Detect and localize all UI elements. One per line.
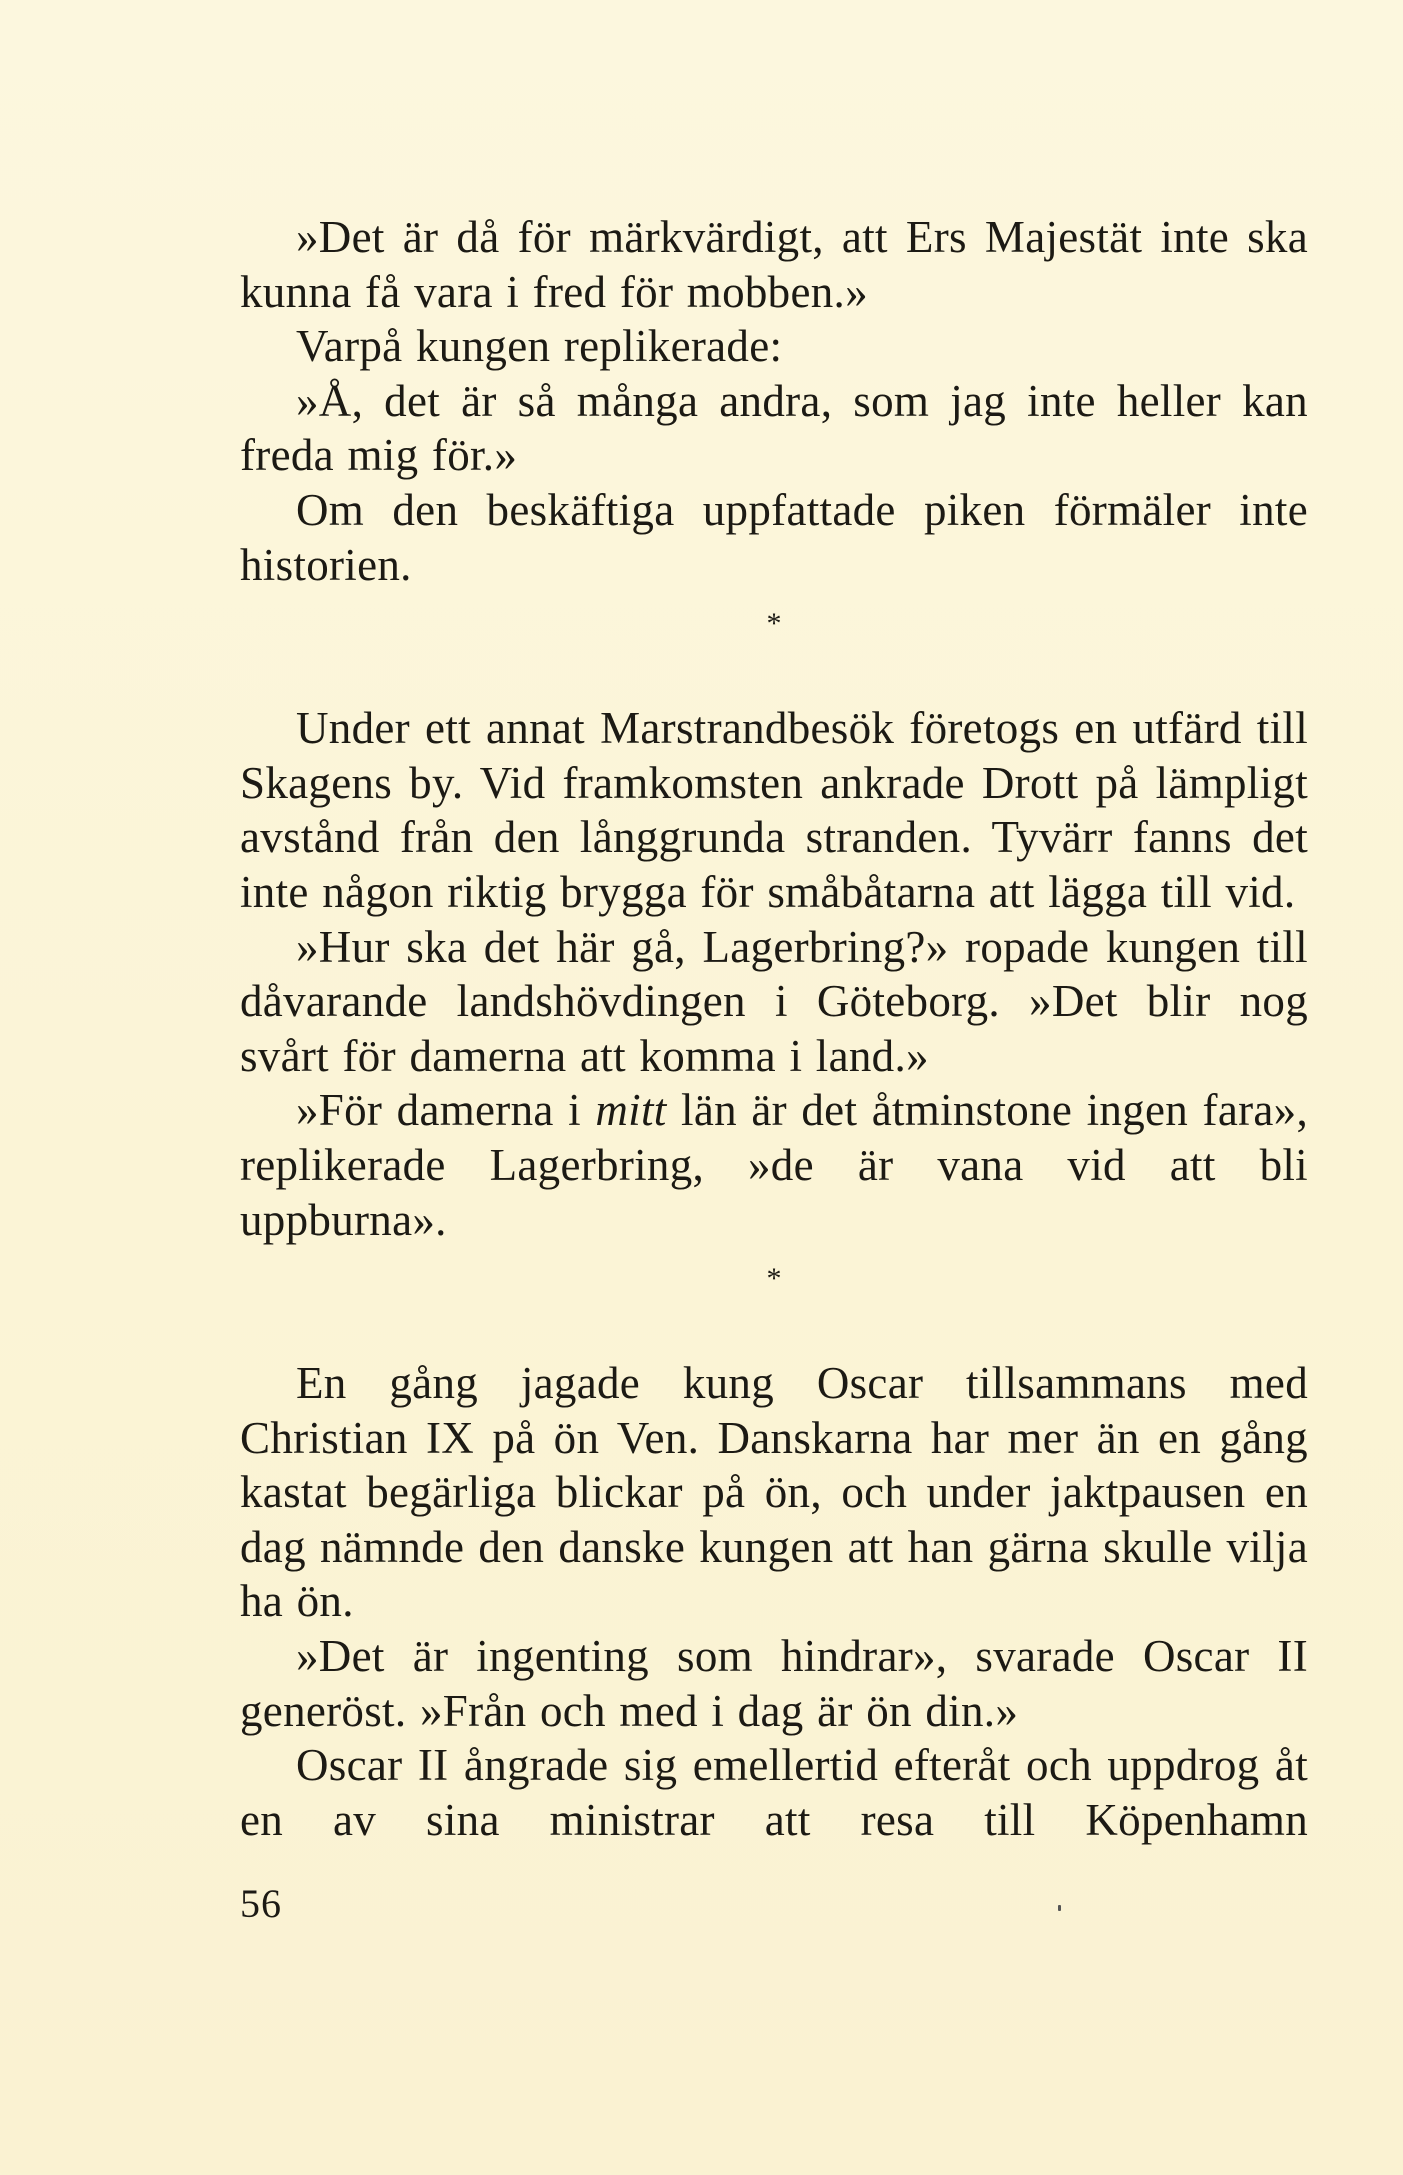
- paragraph-text: län är det åtminstone ingen fara», replikerade Lagerbring, »de är vana vid att bli uppburna».: [240, 1085, 1308, 1245]
- paragraph: »Det är ingenting som hindrar», svarade Oscar II generöst. »Från och med i dag är ön din.»: [240, 1631, 1308, 1736]
- italic-word: mitt: [595, 1085, 667, 1136]
- paragraph: »Det är då för märkvärdigt, att Ers Majestät inte ska kunna få vara i fred för mobben.»: [240, 212, 1308, 317]
- paragraph: En gång jagade kung Oscar tillsammans med Christian IX på ön Ven. Danskarna har mer än en gång kastat begärliga blickar på ön, och under jaktpausen en dag nämnde den danske kungen att han gärna skulle vilja ha ön.: [240, 1358, 1308, 1627]
- page-number: 56: [240, 1881, 282, 1926]
- paragraph-text: »För damerna i: [296, 1085, 596, 1136]
- page-body: [240, 210, 1308, 1847]
- section-separator: *: [766, 607, 782, 641]
- section-separator: *: [766, 1262, 782, 1296]
- paragraph: »Å, det är så många andra, som jag inte heller kan freda mig för.»: [240, 375, 1308, 481]
- paragraph: Om den beskäftiga uppfattade piken förmäler inte historien.: [240, 484, 1308, 590]
- paragraph: Varpå kungen replikerade:: [296, 321, 783, 372]
- paragraph: »Hur ska det här gå, Lagerbring?» ropade kungen till dåvarande landshövdingen i Göteborg. »Det blir nog svårt för damerna att komma i land.»: [240, 921, 1308, 1081]
- paragraph: [240, 1083, 1308, 1247]
- paragraph: Oscar II ångrade sig emellertid efteråt och uppdrog åt en av sina ministrar att resa till Köpenhamn: [240, 1740, 1308, 1845]
- paragraph: Under ett annat Marstrandbesök företogs en utfärd till Skagens by. Vid framkomsten ankrade Drott på lämpligt avstånd från den långgrunda stranden. Tyvärr fanns det inte någon riktig brygga för småbåtarna att lägga till vid.: [240, 703, 1308, 917]
- print-speck: [1058, 1905, 1061, 1911]
